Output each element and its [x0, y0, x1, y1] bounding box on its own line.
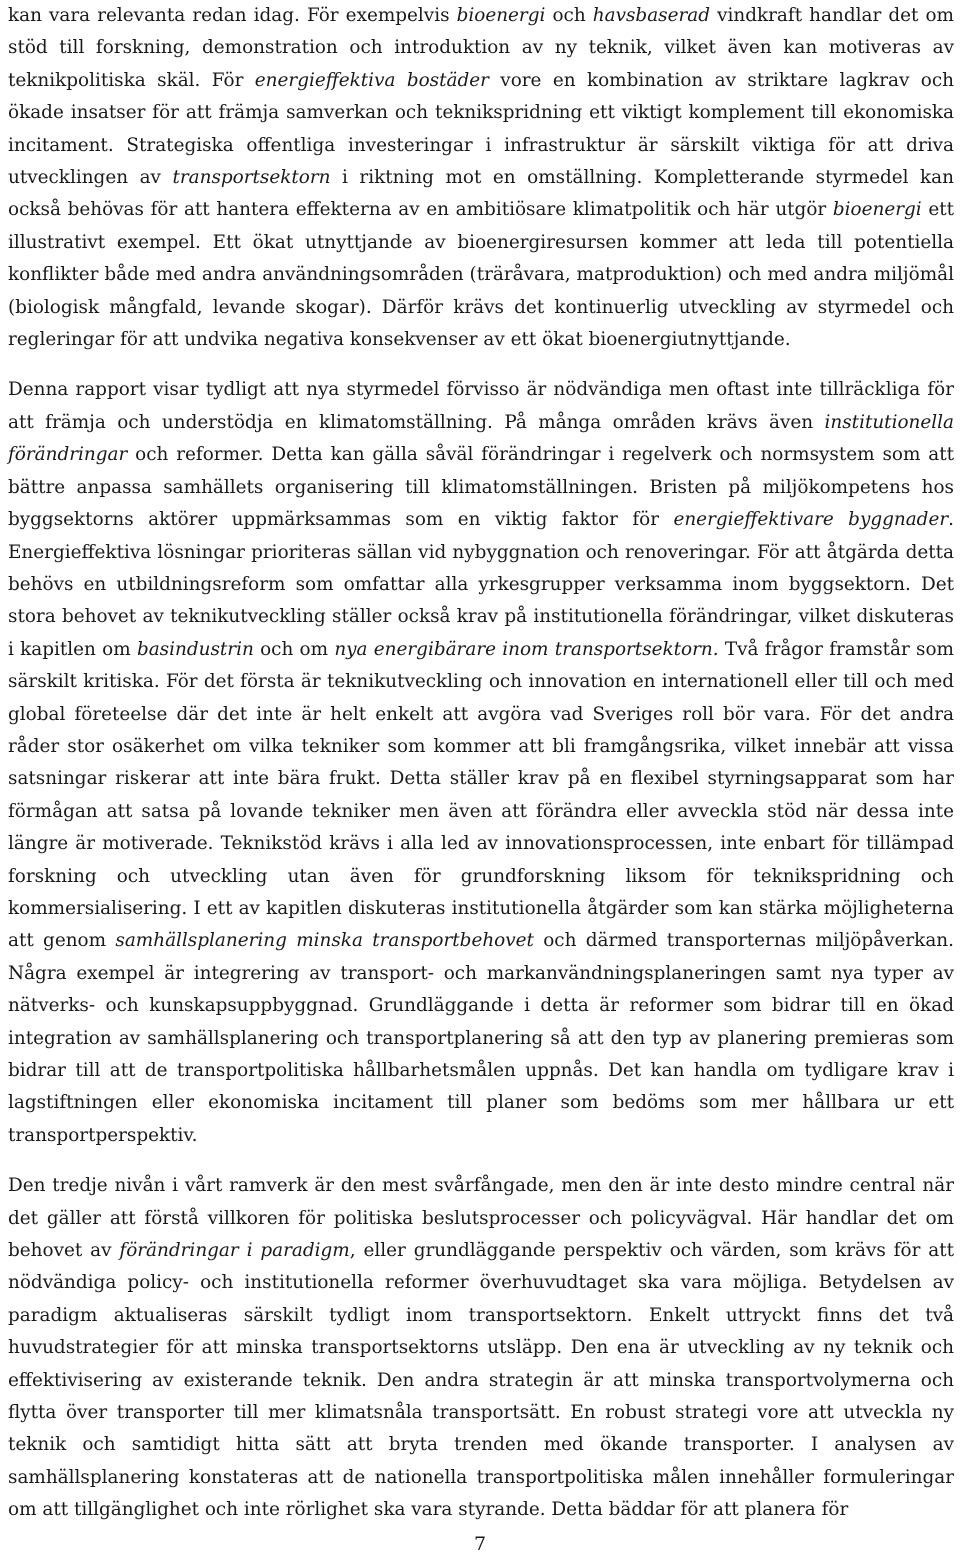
text-run: och om: [253, 638, 335, 660]
italic-text: samhällsplanering minska transportbehovet: [115, 930, 534, 952]
italic-text: basindustrin: [136, 638, 254, 660]
document-page: [8, 0, 954, 1545]
text-run: vore en kombination av striktare lagkrav och ökade insatser för att främja samverkan och teknikspridning ett viktigt komplement till ekonomiska incitament. Strategiska offentliga investeringar i infrastruktur är särskilt viktiga för att driva utvecklingen av: [8, 69, 954, 189]
text-run: Denna rapport visar tydligt att nya styrmedel förvisso är nödvändiga men oftast inte tillräckliga för att främja och understödja en klimatomställning. På många områden krävs även: [8, 379, 954, 433]
italic-text: nya energibärare inom transportsektorn.: [334, 638, 719, 660]
text-run: kan vara relevanta redan idag. För exempelvis: [8, 5, 457, 26]
text-run: i riktning mot en omställning. Kompletterande styrmedel kan också behövas för att hantera effekterna av en ambitiösare klimatpolitik och här utgör: [8, 167, 954, 221]
italic-text: energieffektiva bostäder: [254, 69, 489, 91]
italic-text: energieffektivare byggnader: [673, 509, 949, 531]
text-run: Den tredje nivån i vårt ramverk är den mest svårfångade, men den är inte desto mindre central när det gäller att förstå villkoren för politiska beslutsprocesser och policyvägval. Här handlar det om behovet av: [8, 1175, 954, 1262]
paragraph-3: [8, 1170, 954, 1526]
italic-text: transportsektorn: [172, 167, 331, 189]
text-run: Två frågor framstår som särskilt kritiska. För det första är teknikutveckling och innovation en internationell eller till och med global företeelse där det inte är helt enkelt att avgöra vad Sveriges roll bör vara. För det andra råder stor osäkerhet om vilka tekniker som kommer att bli framgångsrika, vilket innebär att vissa satsningar riskerar att inte bära frukt. Detta ställer krav på en flexibel styrningsapparat som har förmågan att satsa på lovande tekniker men även att förändra eller avveckla stöd när dessa inte längre är motiverade. Teknikstöd krävs i alla led av innovationsprocessen, inte enbart för tillämpad forskning och utveckling utan även för grundforskning liksom för teknikspridning och kommersialisering. I ett av kapitlen diskuteras institutionella åtgärder som kan stärka möjligheterna att genom: [8, 638, 954, 952]
italic-text: havsbaserad: [592, 5, 711, 26]
paragraph-1: [8, 0, 954, 356]
text-run: och därmed transporternas miljöpåverkan. Några exempel är integrering av transport- och markanvändningsplaneringen samt nya typer av nätverks- och kunskapsuppbyggnad. Grundläggande i detta är reformer som bidrar till en ökad integration av samhällsplanering och transportplanering så att den typ av planering premieras som bidrar till att de transportpolitiska hållbarhetsmålen uppnås. Det kan handla om tydligare krav i lagstiftningen eller ekonomiska incitament till planer som bedöms som mer hållbara ur ett transportperspektiv.: [8, 930, 954, 1146]
italic-text: bioenergi: [832, 199, 922, 221]
text-run: ett illustrativt exempel. Ett ökat utnyttjande av bioenergiresursen kommer att leda till potentiella konflikter både med andra användningsområden (träråvara, matproduktion) och med andra miljömål (biologisk mångfald, levande skogar). Därför krävs det kontinuerlig utveckling av styrmedel och regleringar för att undvika negativa konsekvenser av ett ökat bioenergiutnyttjande.: [8, 199, 955, 351]
text-run: och reformer. Detta kan gälla såväl förändringar i regelverk och normsystem som att bättre anpassa samhällets organisering till klimatomställningen. Bristen på miljökompetens hos byggsektorns aktörer uppmärksammas som en viktig faktor för: [8, 444, 954, 531]
italic-text: institutionella förändringar: [8, 411, 954, 466]
paragraph-2: [8, 374, 954, 1152]
italic-text: bioenergi: [456, 5, 546, 26]
text-run: vindkraft handlar det om stöd till forskning, demonstration och introduktion av ny teknik, vilket även kan motiveras av teknikpolitiska skäl. För: [8, 5, 954, 91]
italic-text: förändringar i paradigm: [119, 1240, 350, 1262]
text-run: . Energieffektiva lösningar prioriteras sällan vid nybyggnation och renoveringar. För att åtgärda detta behövs en utbildningsreform som omfattar alla yrkesgrupper verksamma inom byggsektorn. Det stora behovet av teknikutveckling ställer också krav på institutionella förändringar, vilket diskuteras i kapitlen om: [8, 509, 954, 660]
page-number: 7: [473, 1533, 487, 1555]
text-run: , eller grundläggande perspektiv och värden, som krävs för att nödvändiga policy- och institutionella reformer överhuvudtaget ska vara möjliga. Betydelsen av paradigm aktualiseras särskilt tydligt inom transportsektorn. Enkelt uttryckt finns det två huvudstrategier för att minska transportsektorns utsläpp. Den ena är utveckling av ny teknik och effektivisering av existerande teknik. Den andra strategin är att minska transportvolymerna och flytta över transporter till mer klimatsnåla transportsätt. En robust strategi vore att utveckla ny teknik och samtidigt hitta sätt att bryta trenden med ökande transporter. I analysen av samhällsplanering konstateras att de nationella transportpolitiska målen innehåller formuleringar om att tillgänglighet och inte rörlighet ska vara styrande. Detta bäddar för att planera för: [8, 1240, 954, 1521]
text-run: och: [545, 5, 593, 26]
